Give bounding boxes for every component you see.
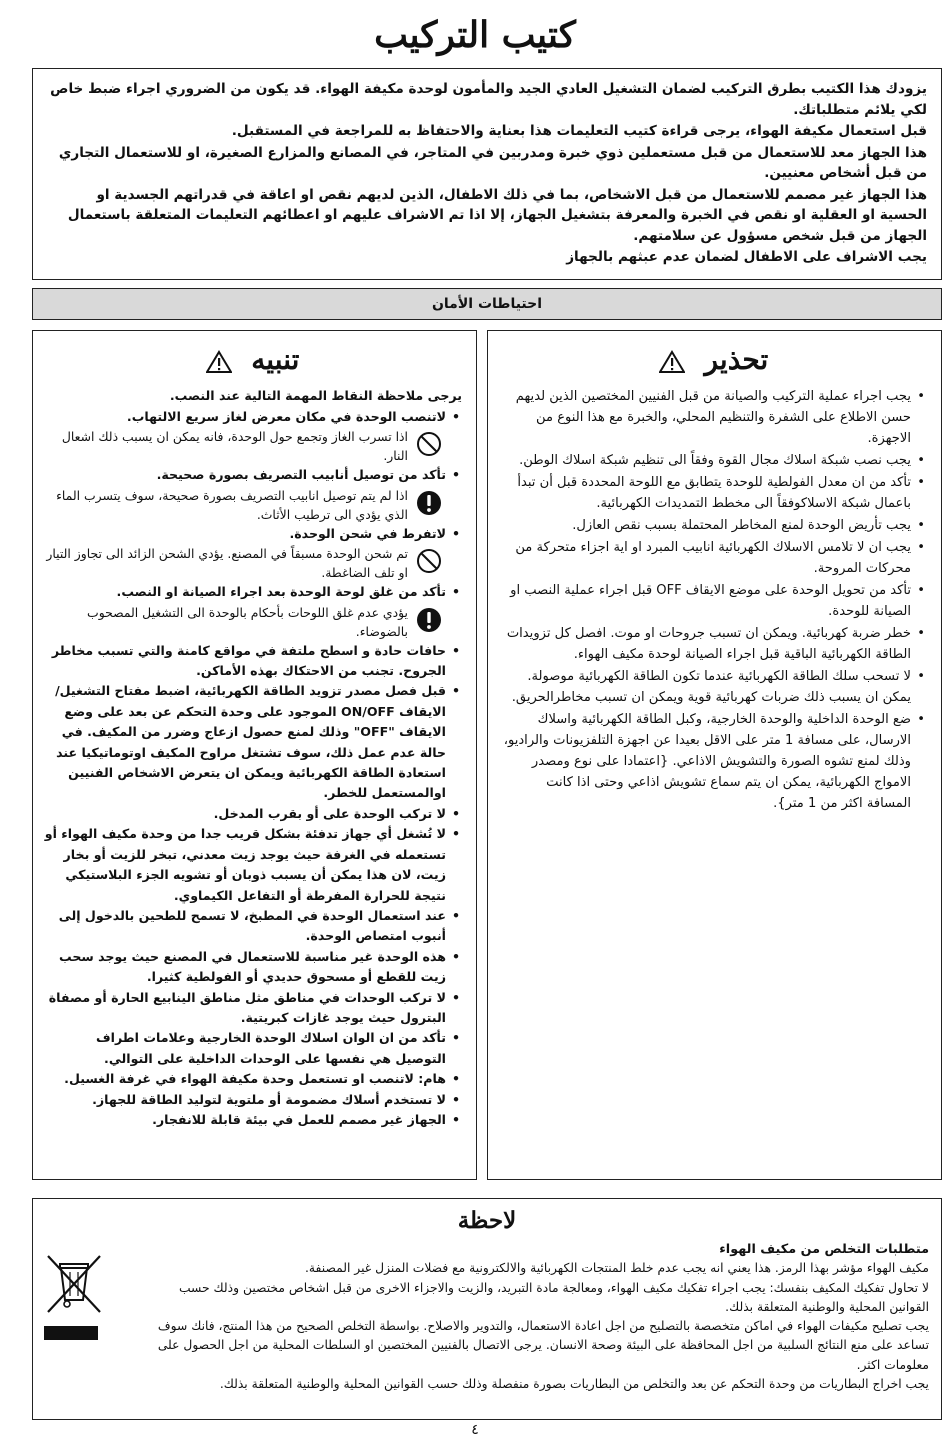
safety-precautions-heading: احتياطات الأمان [32, 288, 942, 320]
warning-item: • ضع الوحدة الداخلية والوحدة الخارجية، وكبل الطاقة الكهربائية واسلاك الارسال، على مسافة 1 متر على الاقل بعيدا عن اجهزة التلفزيونات والراديو، وذلك لمنع تشوه الصورة والتشويش الاذاعي. {اعتمادا على نوع ومصدر الامواج الكهربائية، يمكن ان يتم سماع تشويش اذاعي وحتى اذا كانت المسافة اكثر من 1 متر}. [500, 709, 927, 814]
caution-item: • هذه الوحدة غير مناسبة للاستعمال في المصنع حيث يوجد سحب زيت للقطع أو مسحوق حديدي أو الفولطية كثيرا. [43, 947, 462, 988]
caution-note-text: اذا لم يتم توصيل انابيب التصريف بصورة صحيحة، سوف يتسرب الماء الذي يؤدي الى ترطيب الأثاث. [56, 487, 408, 522]
caution-item: • هام: لاتنصب او تستعمل وحدة مكيفة الهواء في غرفة الغسيل. [43, 1069, 462, 1089]
caution-note [43, 486, 446, 524]
notice-paragraph: لا تحاول تفكيك المكيف بنفسك: يجب اجراء تفكيك مكيف الهواء، ومعالجة مادة التبريد، والزيت والاجزاء الاخرى من قبل اشخاص مختصين وذلك حسب القوانين المحلية والوطنية المتعلقة بذلك. [178, 1280, 929, 1314]
warning-triangle-icon [659, 350, 685, 374]
caution-item: • لا تستخدم أسلاك مضمومة أو ملتوية لتوليد الطاقة للجهاز. [43, 1090, 462, 1110]
prohibited-icon [416, 431, 442, 457]
notice-paragraph: يجب تصليح مكيفات الهواء في اماكن متخصصة بالتصليح من اجل اعادة الاستعمال، والتدوير والاصلاح. بواسطة التخلص الصحيح من هذا المنتج، فانك سوف تساعد على منع النتائج السلبية من اجل المحافظة على البيئة وصحة الانسان. يرجى الاتصال بالفنيين المختصين او السلطات المحلية من اجل الحصول على معلومات اكثر. [157, 1319, 929, 1372]
caution-item: • عند استعمال الوحدة في المطبخ، لا تسمح للطحين بالدخول إلى أنبوب امتصاص الوحدة. [43, 906, 462, 947]
caution-item: • حافات حادة و اسطح ملتفة في مواقع كامنة والتي تسبب مخاطر الجروح. تجنب من الاحتكاك بهذه الأماكن. [43, 641, 462, 682]
caution-note [43, 544, 446, 582]
caution-column [32, 330, 477, 1180]
notice-paragraph: يجب اخراج البطاريات من وحدة التحكم عن بعد والتخلص من البطاريات بصورة منفصلة وذلك حسب القوانين المحلية والوطنية المتعلقة بذلك. [219, 1377, 929, 1392]
warning-item: • يجب تأريض الوحدة لمنع المخاطر المحتملة بسبب نقص العازل. [500, 515, 927, 536]
intro-paragraph: هذا الجهاز معد للاستعمال من قبل مستعملين ذوي خبرة ومدربين في المتاجر، في المصانع والمزارع الصغيرة، او للاستعمال التجاري من قبل أشخاص معنيين. [58, 144, 927, 181]
mandatory-exclamation-icon [416, 607, 442, 633]
page-number: ٤ [471, 1422, 479, 1438]
warning-item: • يجب اجراء عملية التركيب والصيانة من قبل الفنيين المختصين الذين لديهم حسن الاطلاع على الشفرة والتنظيم المحلي، والخبرة مع هذا النوع من الاجهزة. [500, 386, 927, 449]
warning-item: • لا تسحب سلك الطاقة الكهربائية عندما تكون الطاقة الكهربائية موصولة. يمكن ان يسبب ذلك ضربات كهربائية قوية ويمكن ان تسبب مخاطرالحريق. [500, 666, 927, 708]
caution-item: • الجهاز غير مصمم للعمل في بيئة قابلة للانفجار. [43, 1110, 462, 1130]
prohibited-icon [416, 548, 442, 574]
intro-paragraph: قبل استعمال مكيفة الهواء، يرجى قراءة كتيب التعليمات هذا بعناية والاحتفاظ به للمراجعة في المستقبل. [231, 123, 927, 139]
caution-title: تنبيه [251, 343, 300, 376]
intro-box [32, 68, 942, 280]
caution-intro: يرجى ملاحظة النقاط المهمة التالية عند النصب. [169, 388, 462, 403]
warning-title: تحذير [704, 343, 769, 376]
caution-item [43, 465, 462, 523]
caution-item: • قبل فصل مصدر تزويد الطاقة الكهربائية، اضبط مفتاح التشغيل/ الايقاف ON/OFF الموجود على وحدة التحكم عن بعد على وضع الايقاف "OFF" وذلك لمنع حصول ازعاج وضرر من المكيف. في حالة عدم عمل ذلك، سوف تشتغل مراوح المكيف اوتوماتيكيا عند استعادة الطاقة الكهربائية ويمكن ان يتعرض الاشخاص الفنيين اوالمستعمل للخطر. [43, 681, 462, 803]
page-title: كتيب التركيب [374, 14, 576, 56]
caution-item: • لا تُشغل أي جهاز تدفئة بشكل قريب جدا من وحدة مكيف الهواء أو تستعمله في الغرفة حيث يوجد زيت معدني، تبخر للزيت أو بخار زيت، لان هذا يمكن أن يسبب ذوبان أو تشويه الجزء البلاستيكي نتيجة للحرارة المفرطة أو التفاعل الكيماوي. [43, 824, 462, 906]
caution-note-text: تم شحن الوحدة مسبقاً في المصنع. يؤدي الشحن الزائد الى تجاوز التيار او تلف الضاغطة. [46, 546, 408, 581]
caution-item-text: تأكد من غلق لوحة الوحدة بعد اجراء الصيانة او النصب. [116, 584, 446, 600]
notice-text [155, 1240, 929, 1394]
mandatory-exclamation-icon [416, 490, 442, 516]
caution-item [43, 582, 462, 640]
caution-item [43, 407, 462, 465]
warning-column [487, 330, 942, 1180]
caution-item: • لا تركب الوحدة على أو بقرب المدخل. [43, 804, 462, 824]
caution-note-text: يؤدي عدم غلق اللوحات بأحكام بالوحدة الى التشغيل المصحوب بالضوضاء. [87, 604, 408, 639]
intro-paragraph: يزودك هذا الكتيب بطرق التركيب لضمان التشغيل العادي الجيد والمأمون لوحدة مكيفة الهواء. قد يكون من الضروري اجراء ضبط خاص لكي يلائم متطلباتك. [50, 81, 927, 118]
warning-item: • خطر ضربة كهربائية. ويمكن ان تسبب جروحات او موت. افصل كل تزويدات الطاقة الكهربائية الباقية قبل اجراء الصيانة لوحدة مكيف الهواء. [500, 623, 927, 665]
caution-item: • لا تركب الوحدات في مناطق مثل مناطق الينابيع الحارة أو مصفاة البترول حيث يوجد غازات كبريتية. [43, 988, 462, 1029]
caution-triangle-icon [206, 350, 232, 374]
caution-note [43, 427, 446, 465]
notice-subheading: متطلبات التخلص من مكيف الهواء [719, 1242, 929, 1257]
warning-item: • يجب ان لا تلامس الاسلاك الكهربائية انابيب المبرد او اية اجزاء متحركة من محركات المروحة. [500, 537, 927, 579]
warning-item: • تأكد من ان معدل الفولطية للوحدة يتطابق مع اللوحة المحددة قبل أن تبدأ باعمال شبكة الاسلاكوفقاً الى مخطط التمديدات الكهربائية. [500, 472, 927, 514]
intro-paragraph: يجب الاشراف على الاطفال لضمان عدم عبثهم بالجهاز [566, 249, 927, 265]
warning-list [500, 386, 927, 814]
caution-list [43, 407, 462, 1130]
caution-heading [43, 343, 462, 376]
caution-item: • تأكد من ان الوان اسلاك الوحدة الخارجية وعلامات اطراف التوصيل هي نفسها على الوحدات الداخلية على التوالي. [43, 1028, 462, 1069]
caution-item [43, 524, 462, 582]
caution-item-text: تأكد من توصيل أنابيب التصريف بصورة صحيحة. [156, 467, 446, 483]
notice-box [32, 1198, 942, 1420]
caution-item-text: لاتنصب الوحدة في مكان معرض لغاز سريع الالتهاب. [126, 409, 446, 424]
warning-item: • يجب نصب شبكة اسلاك مجال القوة وفقاً الى تنظيم شبكة اسلاك الوطن. [500, 450, 927, 471]
notice-paragraph: مكيف الهواء مؤشر بهذا الرمز. هذا يعني انه يجب عدم خلط المنتجات الكهربائية والالكترونية مع فضلات المنزل غير المصنفة. [305, 1261, 929, 1276]
caution-note-text: اذا تسرب الغاز وتجمع حول الوحدة، فانه يمكن ان يسبب ذلك اشعال النار. [61, 429, 408, 464]
caution-note [43, 603, 446, 641]
warning-heading [500, 343, 927, 376]
warning-item: • تأكد من تحويل الوحدة على موضع الايقاف OFF قبل اجراء عملية النصب او الصيانة للوحدة. [500, 580, 927, 622]
notice-heading: لاحظة [457, 1207, 517, 1234]
caution-item-text: لاتفرط في شحن الوحدة. [289, 525, 446, 541]
crossed-out-wheelie-bin-icon [40, 1252, 108, 1316]
intro-paragraph: هذا الجهاز غير مصمم للاستعمال من قبل الاشخاص، بما في ذلك الاطفال، الذين لديهم نقص او اعاقة في قدراتهم الجسدية او الحسية او العقلية او نقص في الخبرة والمعرفة بتشغيل الجهاز، إلا اذا تم الاشراف عليهم او اعطائهم التعليمات المتعلقة باستعمال الجهاز من قبل شخص مسؤول عن سلامتهم. [67, 186, 927, 244]
weee-black-bar [44, 1326, 98, 1340]
